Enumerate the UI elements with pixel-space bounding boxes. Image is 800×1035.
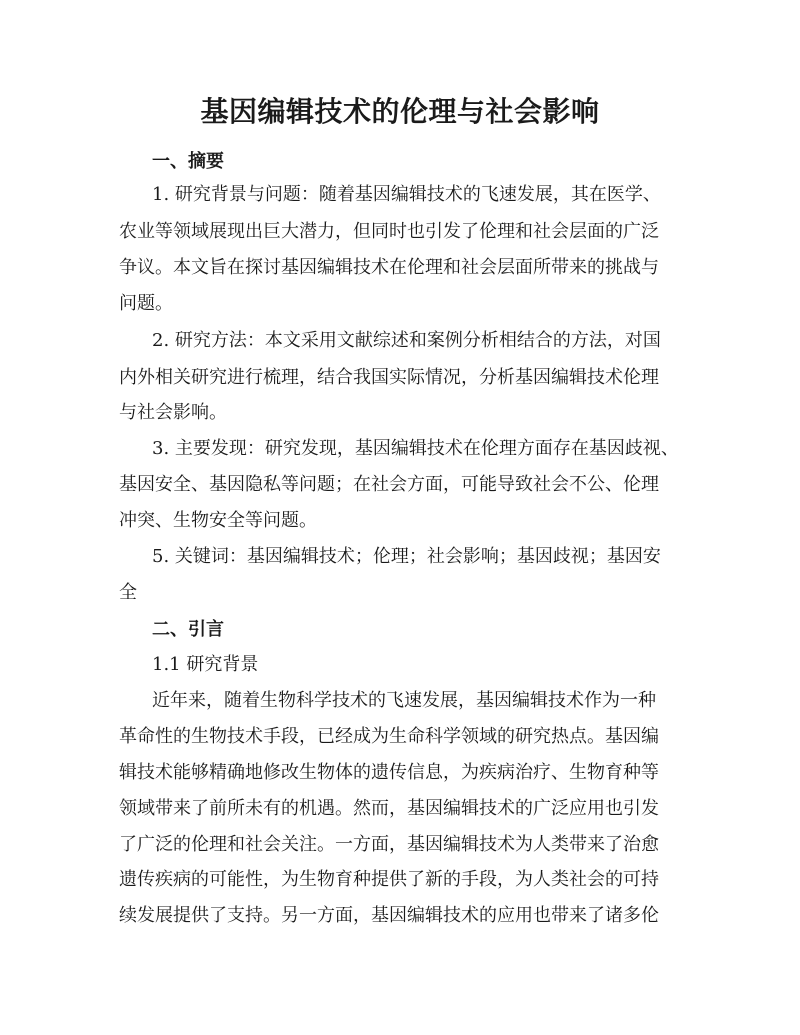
text-line: 辑技术能够精确地修改生物体的遗传信息，为疾病治疗、生物育种等 (119, 762, 659, 783)
subsection-heading: 1.1 研究背景 (152, 654, 259, 675)
text-line: 领域带来了前所未有的机遇。然而，基因编辑技术的广泛应用也引发 (119, 798, 659, 819)
text-line: 近年来，随着生物科学技术的飞速发展，基因编辑技术作为一种 (152, 690, 656, 711)
text-line: 遗传疾病的可能性，为生物育种提供了新的手段，为人类社会的可持 (119, 869, 659, 890)
text-line: 问题。 (119, 293, 173, 314)
section-heading-abstract: 一、摘要 (152, 151, 224, 172)
text-line: 革命性的生物技术手段，已经成为生命科学领域的研究热点。基因编 (119, 726, 659, 747)
text-line: 内外相关研究进行梳理，结合我国实际情况，分析基因编辑技术伦理 (119, 367, 659, 388)
text-line: 与社会影响。 (119, 402, 227, 423)
section-heading-introduction: 二、引言 (152, 619, 224, 640)
text-line: 5. 关键词：基因编辑技术；伦理；社会影响；基因歧视；基因安 (152, 546, 661, 567)
document-title: 基因编辑技术的伦理与社会影响 (200, 95, 600, 128)
text-line: 基因安全、基因隐私等问题；在社会方面，可能导致社会不公、伦理 (119, 474, 659, 495)
text-line: 了广泛的伦理和社会关注。一方面，基因编辑技术为人类带来了治愈 (119, 834, 659, 855)
text-line: 1. 研究背景与问题：随着基因编辑技术的飞速发展，其在医学、 (152, 184, 661, 205)
text-line: 冲突、生物安全等问题。 (119, 510, 317, 531)
text-line: 争议。本文旨在探讨基因编辑技术在伦理和社会层面所带来的挑战与 (119, 257, 659, 278)
text-line: 3. 主要发现：研究发现，基因编辑技术在伦理方面存在基因歧视、 (152, 438, 679, 459)
text-line: 农业等领域展现出巨大潜力，但同时也引发了伦理和社会层面的广泛 (119, 221, 659, 242)
text-line: 2. 研究方法：本文采用文献综述和案例分析相结合的方法，对国 (152, 330, 661, 351)
text-line: 全 (119, 582, 137, 603)
text-line: 续发展提供了支持。另一方面，基因编辑技术的应用也带来了诸多伦 (119, 905, 659, 926)
